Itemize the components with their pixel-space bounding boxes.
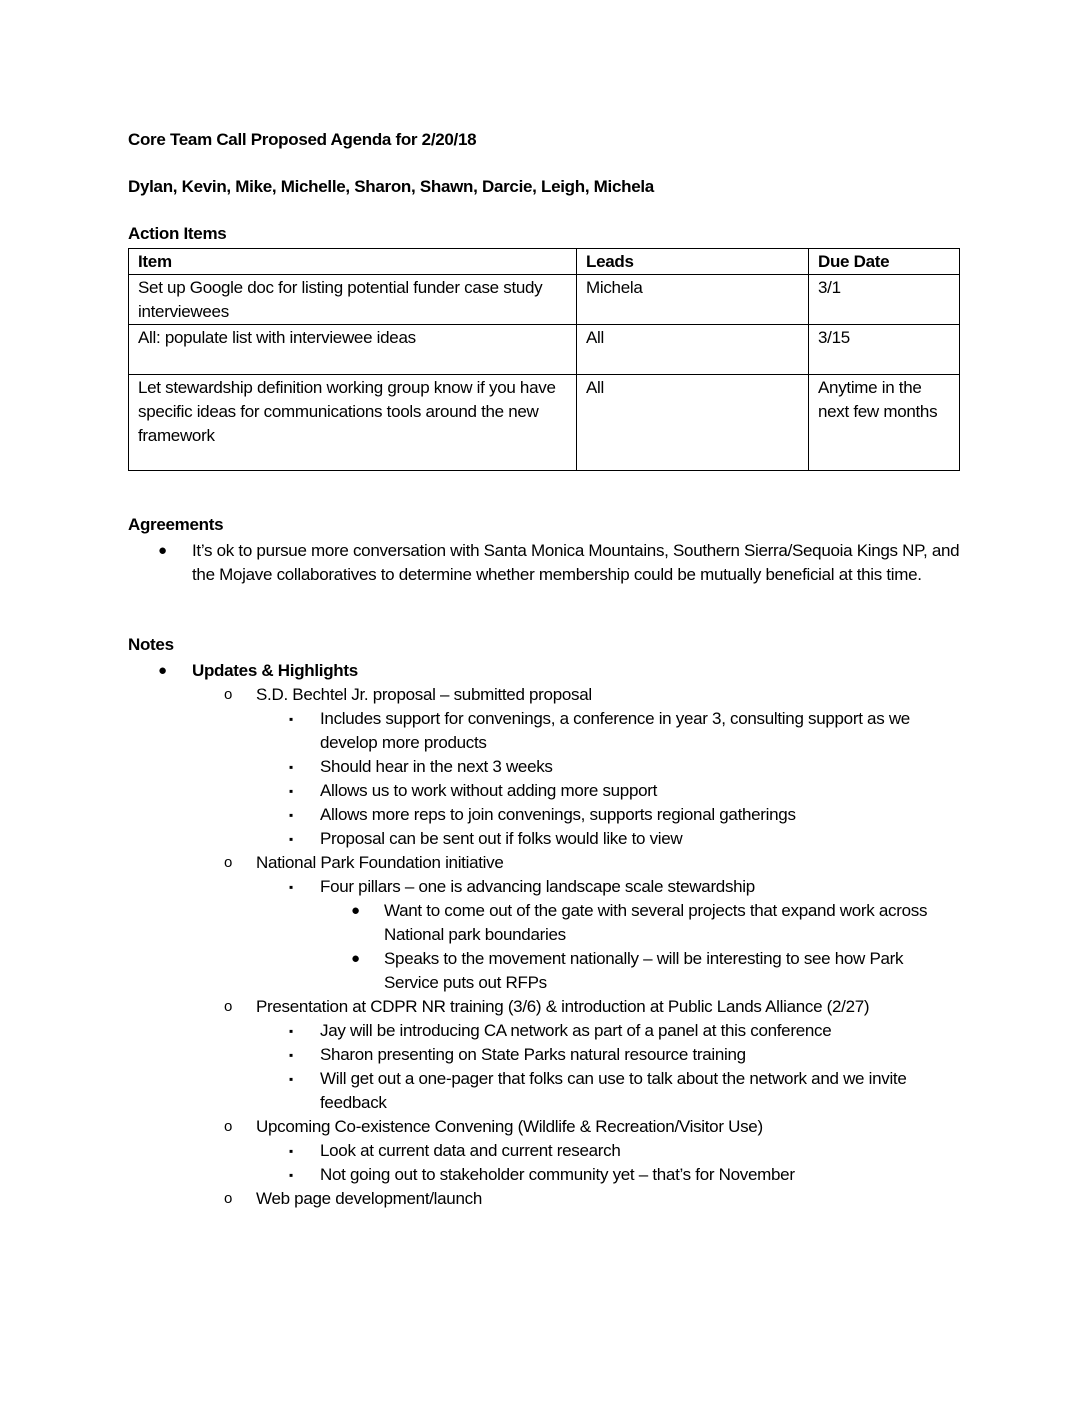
note-text: Look at current data and current research [320, 1141, 621, 1160]
notes-list [128, 659, 960, 1211]
note-text: Proposal can be sent out if folks would like to view [320, 829, 683, 848]
cell-due-date: 3/1 [809, 275, 960, 325]
bullet-disc-icon: ● [158, 662, 167, 679]
list-item [128, 803, 960, 827]
agreements-list [128, 539, 960, 587]
list-item [128, 659, 960, 683]
note-text: Allows us to work without adding more support [320, 781, 658, 800]
action-items-table [128, 248, 960, 471]
bullet-square-icon: ▪ [289, 1024, 293, 1038]
list-item [128, 707, 960, 755]
attendee-list: Dylan, Kevin, Mike, Michelle, Sharon, Shawn, Darcie, Leigh, Michela [128, 177, 654, 196]
document-title: Core Team Call Proposed Agenda for 2/20/18 [128, 130, 477, 149]
note-text: Want to come out of the gate with several projects that expand work across National park boundaries [384, 901, 928, 944]
section-title: Upcoming Co-existence Convening (Wildlife & Recreation/Visitor Use) [256, 1117, 763, 1136]
table-row [129, 325, 960, 375]
bullet-disc-icon: ● [351, 950, 360, 967]
bullet-disc-icon: ● [158, 542, 167, 559]
bullet-circle-icon: o [224, 1190, 233, 1207]
bullet-square-icon: ▪ [289, 808, 293, 822]
note-text: Should hear in the next 3 weeks [320, 757, 553, 776]
cell-leads: All [577, 325, 809, 375]
notes-topic: Updates & Highlights [192, 661, 358, 680]
bullet-square-icon: ▪ [289, 832, 293, 846]
column-header-due-date: Due Date [809, 249, 960, 275]
cell-leads: All [577, 375, 809, 471]
section-title: S.D. Bechtel Jr. proposal – submitted proposal [256, 685, 592, 704]
list-item [128, 779, 960, 803]
note-text: Sharon presenting on State Parks natural resource training [320, 1045, 746, 1064]
note-text: Will get out a one-pager that folks can use to talk about the network and we invite feedback [320, 1069, 907, 1112]
list-item [128, 1019, 960, 1043]
note-text: Jay will be introducing CA network as part of a panel at this conference [320, 1021, 832, 1040]
list-item [128, 755, 960, 779]
bullet-square-icon: ▪ [289, 1168, 293, 1182]
column-header-leads: Leads [577, 249, 809, 275]
list-item [128, 827, 960, 851]
cell-due-date: Anytime in the next few months [809, 375, 960, 471]
list-item [128, 1163, 960, 1187]
bullet-square-icon: ▪ [289, 712, 293, 726]
list-item [128, 539, 960, 587]
list-item [128, 851, 960, 875]
list-item [128, 1043, 960, 1067]
cell-item: All: populate list with interviewee ideas [129, 325, 577, 375]
note-text: Four pillars – one is advancing landscape scale stewardship [320, 877, 755, 896]
section-title: Presentation at CDPR NR training (3/6) & introduction at Public Lands Alliance (2/27) [256, 997, 870, 1016]
list-item [128, 899, 960, 947]
bullet-square-icon: ▪ [289, 760, 293, 774]
list-item [128, 947, 960, 995]
note-text: Includes support for convenings, a conference in year 3, consulting support as we develop more products [320, 709, 910, 752]
list-item [128, 683, 960, 707]
list-item [128, 1187, 960, 1211]
table-row [129, 375, 960, 471]
bullet-square-icon: ▪ [289, 1048, 293, 1062]
table-header-row [129, 249, 960, 275]
note-text: Speaks to the movement nationally – will be interesting to see how Park Service puts out RFPs [384, 949, 904, 992]
list-item [128, 1115, 960, 1139]
cell-due-date: 3/15 [809, 325, 960, 375]
action-items-heading: Action Items [128, 224, 227, 243]
notes-heading: Notes [128, 635, 174, 654]
cell-item: Set up Google doc for listing potential funder case study interviewees [129, 275, 577, 325]
cell-leads: Michela [577, 275, 809, 325]
bullet-disc-icon: ● [351, 902, 360, 919]
note-text: Allows more reps to join convenings, supports regional gatherings [320, 805, 796, 824]
note-text: Not going out to stakeholder community yet – that’s for November [320, 1165, 795, 1184]
list-item [128, 875, 960, 899]
cell-item: Let stewardship definition working group know if you have specific ideas for communications tools around the new framework [129, 375, 577, 471]
bullet-circle-icon: o [224, 854, 233, 871]
table-row [129, 275, 960, 325]
bullet-circle-icon: o [224, 686, 233, 703]
list-item [128, 995, 960, 1019]
list-item [128, 1067, 960, 1115]
bullet-circle-icon: o [224, 1118, 233, 1135]
bullet-square-icon: ▪ [289, 1072, 293, 1086]
bullet-circle-icon: o [224, 998, 233, 1015]
bullet-square-icon: ▪ [289, 784, 293, 798]
agreements-heading: Agreements [128, 515, 224, 534]
column-header-item: Item [129, 249, 577, 275]
section-title: Web page development/launch [256, 1189, 482, 1208]
agreement-text: It’s ok to pursue more conversation with Santa Monica Mountains, Southern Sierra/Sequoia Kings NP, and the Mojave collaboratives to determine whether membership could be mutually beneficial at this time. [192, 541, 960, 584]
list-item [128, 1139, 960, 1163]
section-title: National Park Foundation initiative [256, 853, 504, 872]
bullet-square-icon: ▪ [289, 880, 293, 894]
bullet-square-icon: ▪ [289, 1144, 293, 1158]
